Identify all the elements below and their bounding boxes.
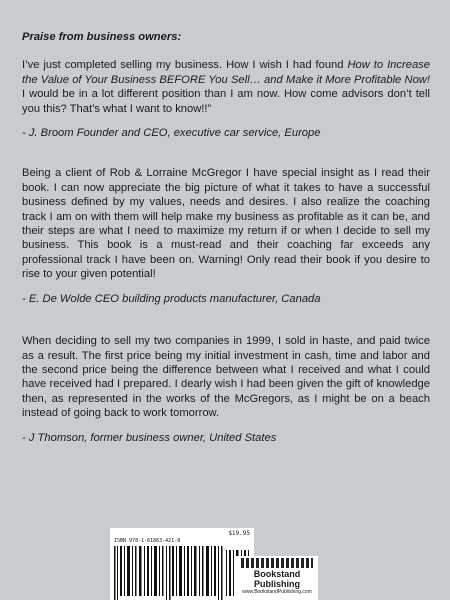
testimonial-3 xyxy=(22,334,430,445)
testimonial-1-attribution: - J. Broom Founder and CEO, executive car service, Europe xyxy=(22,127,321,140)
book-title: How to Increase the Value of Your Business BEFORE You Sell… and Make it More Profitable Now! xyxy=(22,59,430,86)
testimonial-2 xyxy=(22,166,430,306)
testimonial-3-text: When deciding to sell my two companies in 1999, I sold in haste, and paid twice as a result. The first price being my initial investment in cash, time and labor and the second price being the difference between what I received and what I could have received had I prepared. I dearly wish I had been given the gift of knowledge then, as represented in the works of the McGregors, as I might be on a beach instead of going back to work tomorrow. xyxy=(22,335,430,420)
publisher-name-line1: Bookstand xyxy=(253,569,301,579)
praise-heading: Praise from business owners: xyxy=(22,31,182,43)
testimonial-3-attribution: - J Thomson, former business owner, United States xyxy=(22,431,277,444)
barcode-panel xyxy=(110,528,254,600)
book-stack-icon xyxy=(241,558,313,568)
barcode-icon xyxy=(114,546,250,600)
testimonial-1-text: I’ve just completed selling my business. How I wish I had found How to Increase the Value of Your Business BEFORE You Sell… and Make it More Profitable Now! I would be in a lot different position than I am now. How come advisors don’t tell you this? That’s what I want to know!!” xyxy=(22,59,430,115)
testimonial-2-text: Being a client of Rob & Lorraine McGregor I have special insight as I read their book. I can now appreciate the big picture of what it takes to have a successful business defined by my values, needs and desires. I also realize the coaching track I am on with them will help make my business as profitable as it can be, and their steps are what I need to maximize my return if or when I decide to sell my business. This book is a must-read and their coaching far exceeds any professional track I have been on. Warning! Only read their book if you desire to rise to your given potential! xyxy=(22,167,430,281)
isbn-label: ISBN 978-1-61863-421-8 xyxy=(114,538,181,544)
publisher-name-line2: Publishing xyxy=(254,579,300,589)
back-cover-text xyxy=(22,30,430,445)
publisher-logo xyxy=(236,556,318,600)
price-label: $19.95 xyxy=(228,530,250,537)
publisher-url: www.BookstandPublishing.com xyxy=(242,589,312,595)
testimonial-2-attribution: - E. De Wolde CEO building products manufacturer, Canada xyxy=(22,292,321,305)
testimonial-1 xyxy=(22,58,430,140)
